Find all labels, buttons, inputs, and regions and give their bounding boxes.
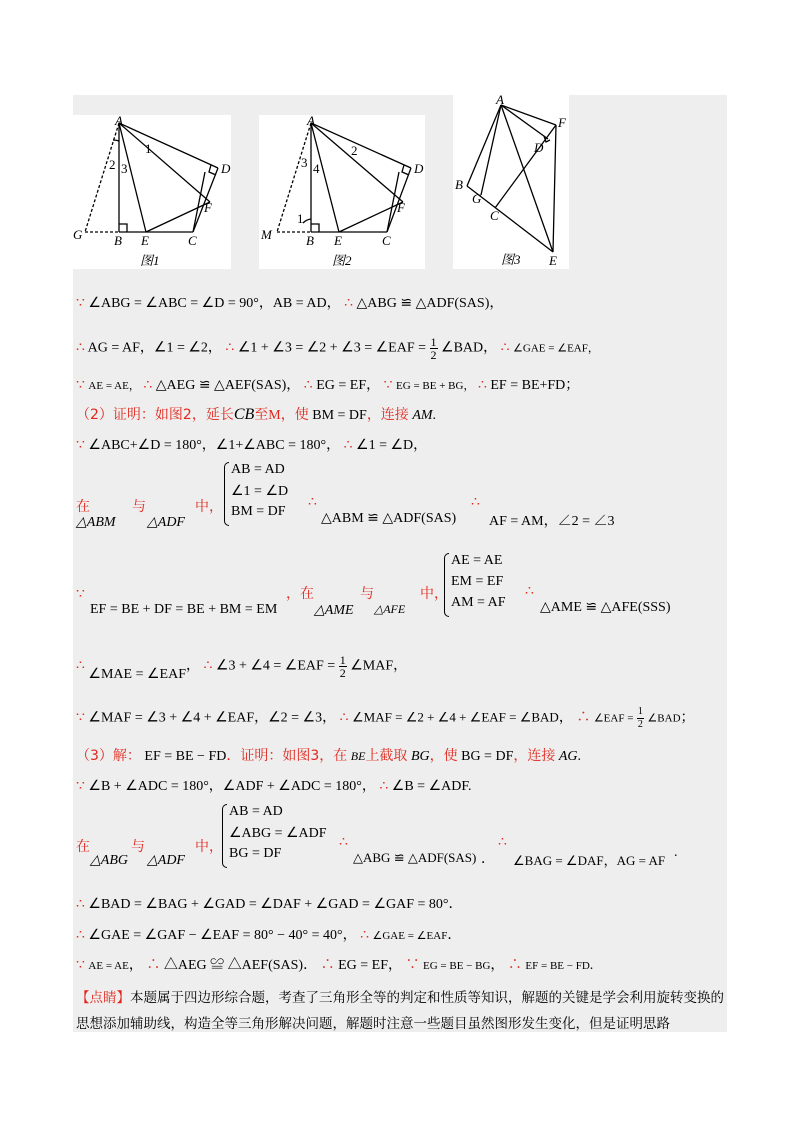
congruence: △AME ≌ △AFE(SSS) <box>540 600 671 615</box>
segment: BG <box>410 749 430 764</box>
system-brace <box>224 462 229 526</box>
period: . <box>577 749 582 764</box>
triangle-afe: △AFE <box>374 602 406 616</box>
because-symbol: ∵ <box>76 378 85 393</box>
period: ． <box>303 958 318 973</box>
triangle-abg: △ABG <box>90 853 128 868</box>
fig3-caption: 图3 <box>501 252 521 267</box>
statement: EG = EF <box>338 958 388 973</box>
because-symbol: ∵ <box>76 438 85 453</box>
statement: ∠B = ∠ADF <box>391 779 469 794</box>
system-eq-3: AM = AF <box>451 595 506 610</box>
fig3-label-C: C <box>490 208 499 223</box>
in-text: 在 <box>76 840 90 855</box>
segment: BE <box>350 749 366 763</box>
proof-line-8 <box>76 653 408 682</box>
period: ． <box>448 897 463 912</box>
therefore-symbol: ∴ <box>525 584 534 599</box>
period: . <box>432 408 437 423</box>
fig2-label-M: M <box>261 227 272 242</box>
fig1-label-G: G <box>73 227 83 242</box>
statement: AE = AE <box>88 960 129 972</box>
fig2-angle-1: 1 <box>297 211 304 226</box>
statement: BG = DF <box>461 749 514 764</box>
triangle-adf: △ADF <box>147 515 185 530</box>
therefore-symbol: ∴ <box>76 897 85 912</box>
middle-text: 中， <box>420 587 448 602</box>
proof-line-13 <box>76 893 463 913</box>
statement: EF = BE + DF = BE + BM = EM <box>90 602 278 617</box>
fig3-label-G: G <box>472 191 482 206</box>
fig2-angle-2: 2 <box>351 143 358 158</box>
statement: EF = BE − FD <box>144 749 227 764</box>
figure-2-diagram <box>259 115 425 269</box>
fig2-label-C: C <box>382 233 391 248</box>
fig1-label-D: D <box>221 161 231 176</box>
text: ．证明：如图3，在 <box>226 748 348 764</box>
therefore-symbol: ∴ <box>576 710 591 726</box>
fig2-label-E: E <box>334 233 342 248</box>
statement: AE = AE， <box>88 380 140 392</box>
and-text: 与 <box>131 840 145 855</box>
because-symbol: ∵ <box>76 710 85 726</box>
system-eq-1: AE = AE <box>451 553 503 568</box>
segment: CB <box>233 406 255 423</box>
fig1-label-F: F <box>204 200 212 215</box>
result: ∠BAG = ∠DAF，AG = AF <box>513 853 666 868</box>
therefore-symbol: ∴ <box>76 658 85 674</box>
comma: ， <box>490 958 505 973</box>
fig1-label-E: E <box>141 233 149 248</box>
fig1-label-A: A <box>115 115 123 128</box>
system-eq-1: AB = AD <box>231 462 285 477</box>
therefore-symbol: ∴ <box>339 835 348 850</box>
fig3-label-E: E <box>549 253 557 268</box>
therefore-symbol: ∴ <box>344 296 354 311</box>
statement: ∠1 = ∠D， <box>356 438 428 453</box>
proof-line-1 <box>76 292 503 312</box>
and-text: 与 <box>132 500 146 515</box>
triangle-abm: △ABM <box>76 515 116 530</box>
proof-line-3 <box>76 374 579 394</box>
figure-3-diagram <box>453 95 569 269</box>
comma: ， <box>558 710 573 726</box>
fraction-one-half: $\frac{1}{2}$ <box>637 706 643 730</box>
fig2-angle-3: 3 <box>301 155 308 170</box>
statement: ∠BAD = ∠BAG + ∠GAD = ∠DAF + ∠GAD = ∠GAF = 80° <box>88 897 449 912</box>
statement: ∠MAF， <box>350 658 408 674</box>
system-eq-2: ∠ABG = ∠ADF <box>229 826 327 841</box>
fig1-angle-3: 3 <box>121 161 128 176</box>
text: 至 <box>254 407 269 423</box>
text: 上截取 <box>365 748 408 764</box>
therefore-symbol: ∴ <box>360 928 369 943</box>
proof-line-10 <box>76 745 581 765</box>
text: ，连接 <box>513 748 556 764</box>
therefore-symbol: ∴ <box>225 340 235 356</box>
statement: ∠BAD， <box>441 340 498 356</box>
system-eq-3: BM = DF <box>231 504 286 519</box>
therefore-symbol: ∴ <box>308 495 317 510</box>
in-text: ，在 <box>286 587 314 602</box>
statement: AG = AF，∠1 = ∠2， <box>87 340 222 356</box>
comment-tag: 【点睛】 <box>76 990 130 1006</box>
system-brace <box>222 804 227 868</box>
and-text: 与 <box>360 587 374 602</box>
triangle-adf: △ADF <box>147 853 185 868</box>
statement: ∠1 + ∠3 = ∠2 + ∠3 = ∠EAF = <box>237 340 427 356</box>
therefore-symbol: ∴ <box>498 835 507 850</box>
system-eq-2: EM = EF <box>451 574 504 589</box>
because-symbol: ∵ <box>76 779 85 794</box>
comment-paragraph <box>76 985 726 1037</box>
proof-line-9 <box>76 706 695 731</box>
because-symbol: ∵ <box>76 587 85 602</box>
figure-2 <box>259 115 425 269</box>
proof-line-11 <box>76 775 472 795</box>
statement: △AEG ≌ △AEF(SAS)， <box>155 378 301 393</box>
comment-text: 本题属于四边形综合题，考查了三角形全等的判定和性质等知识，解题的关键是学会利用旋转变换的思想添加辅助线，构造全等三角形解决问题，解题时注意一些题目虽然图形发生变化，但是证明思路 <box>76 990 724 1032</box>
congruence: △ABG ≌ △ADF(SAS) <box>353 850 477 865</box>
fraction-one-half: $\frac{1}{2}$ <box>339 653 346 680</box>
section-heading: （3）解： <box>76 748 141 764</box>
segment: AG <box>558 749 578 764</box>
statement: ∠MAE = ∠EAF <box>88 666 186 682</box>
section-heading: （2）证明：如图2，延长 <box>76 407 234 423</box>
statement: EG = BE + BG， <box>396 380 475 392</box>
proof-line-15 <box>76 954 593 974</box>
therefore-symbol: ∴ <box>76 340 85 356</box>
therefore-symbol: ∴ <box>143 378 153 393</box>
system-brace <box>444 553 449 617</box>
semicolon: ； <box>680 710 695 726</box>
period: . <box>589 958 594 973</box>
segment: AM <box>412 408 433 423</box>
text: ，连接 <box>366 407 409 423</box>
fig2-label-A: A <box>307 115 315 128</box>
because-symbol: ∵ <box>383 378 393 393</box>
comma: ， <box>128 958 143 973</box>
period: ． <box>481 852 495 867</box>
therefore-symbol: ∴ <box>471 495 480 510</box>
comma: ， <box>388 958 402 973</box>
text: M，使 <box>268 408 309 423</box>
statement: ∠GAE = ∠EAF， <box>513 342 599 355</box>
therefore-symbol: ∴ <box>500 340 510 356</box>
statement: BM = DF <box>312 408 367 423</box>
statement: ∠GAE = ∠GAF − ∠EAF = 80° − 40° = 40° <box>88 928 343 943</box>
statement: ∠EAF = <box>593 712 634 725</box>
fig2-angle-4: 4 <box>313 161 320 176</box>
because-symbol: ∵ <box>76 296 85 311</box>
proof-line-5 <box>76 434 427 454</box>
statement: ∠GAE = ∠EAF <box>372 930 448 942</box>
proof-line-2 <box>76 336 599 361</box>
text: ，使 <box>429 748 458 764</box>
statement: ∠BAD <box>647 712 681 725</box>
statement: EG = EF， <box>316 378 381 393</box>
statement: △AEG ≌ △AEF(SAS) <box>163 958 304 973</box>
fig3-label-A: A <box>496 95 504 107</box>
congruence: △ABM ≌ △ADF(SAS) <box>321 511 457 526</box>
statement: ∠ABC+∠D = 180°，∠1+∠ABC = 180°， <box>88 438 341 453</box>
fig3-label-F: F <box>558 115 566 130</box>
therefore-symbol: ∴ <box>76 928 85 943</box>
proof-line-4 <box>76 404 436 424</box>
therefore-symbol: ∴ <box>320 958 335 973</box>
statement: EG = BE − BG <box>423 960 491 972</box>
because-symbol: ∵ <box>405 958 420 973</box>
therefore-symbol: ∴ <box>379 779 389 794</box>
statement: ∠MAF = ∠2 + ∠4 + ∠EAF = ∠BAD <box>352 709 559 725</box>
therefore-symbol: ∴ <box>343 438 353 453</box>
statement: ∠3 + ∠4 = ∠EAF = <box>215 658 336 674</box>
system-eq-3: BG = DF <box>229 846 282 861</box>
fig1-angle-1: 1 <box>145 141 152 156</box>
middle-text: 中， <box>195 840 223 855</box>
figure-1-diagram <box>73 115 231 269</box>
therefore-symbol: ∴ <box>146 958 161 973</box>
fig2-label-D: D <box>414 161 424 176</box>
system-eq-1: AB = AD <box>229 804 283 819</box>
result: AF = AM，∠2 = ∠3 <box>489 514 615 529</box>
proof-line-14 <box>76 924 461 944</box>
fig2-label-F: F <box>397 200 405 215</box>
therefore-symbol: ∴ <box>203 658 213 674</box>
statement: EF = BE+FD； <box>490 378 580 393</box>
fig1-label-C: C <box>188 233 197 248</box>
figure-1 <box>73 115 231 269</box>
system-eq-2: ∠1 = ∠D <box>231 484 289 499</box>
statement: EF = BE − FD <box>525 960 590 972</box>
fig1-label-B: B <box>114 233 122 248</box>
statement: ∠B + ∠ADC = 180°，∠ADF + ∠ADC = 180°， <box>88 779 376 794</box>
period: . <box>674 845 678 860</box>
fig1-angle-2: 2 <box>109 157 116 172</box>
triangle-ame: △AME <box>314 603 354 618</box>
statement: ∠MAF = ∠3 + ∠4 + ∠EAF，∠2 = ∠3， <box>88 710 337 726</box>
because-symbol: ∵ <box>76 958 85 973</box>
therefore-symbol: ∴ <box>477 378 487 393</box>
in-text: 在 <box>76 500 90 515</box>
fig3-label-D: D <box>534 140 544 155</box>
comma: ， <box>342 928 357 943</box>
therefore-symbol: ∴ <box>303 378 313 393</box>
statement: ∠ABG = ∠ABC = ∠D = 90°，AB = AD， <box>88 296 341 311</box>
fraction-one-half: $\frac{1}{2}$ <box>430 335 437 362</box>
fig2-caption: 图2 <box>332 253 352 268</box>
middle-text: 中， <box>195 500 223 515</box>
therefore-symbol: ∴ <box>339 710 349 726</box>
period: . <box>468 779 472 794</box>
fig2-label-B: B <box>306 233 314 248</box>
therefore-symbol: ∴ <box>507 958 522 973</box>
period: ． <box>447 928 462 943</box>
fig1-caption: 图1 <box>140 253 160 268</box>
fig3-label-B: B <box>455 177 463 192</box>
comma: ， <box>185 658 200 674</box>
statement: △ABG ≌ △ADF(SAS)， <box>356 296 504 311</box>
figure-3 <box>453 95 569 269</box>
